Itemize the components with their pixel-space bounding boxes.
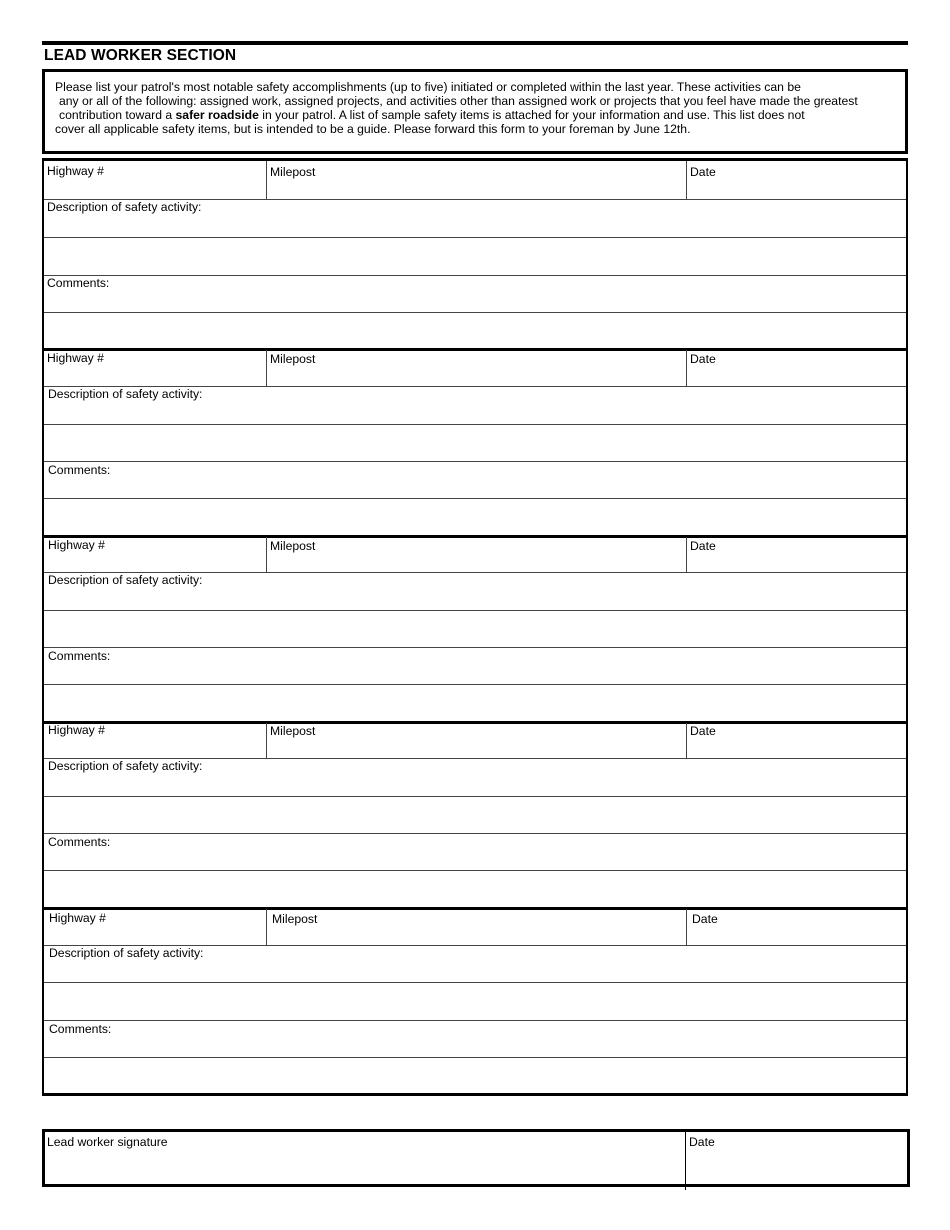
milepost-label: Milepost xyxy=(270,352,316,366)
highway-label: Highway # xyxy=(47,164,104,178)
date-label: Date xyxy=(690,352,716,366)
description-label: Description of safety activity: xyxy=(47,200,202,214)
divider xyxy=(686,909,687,945)
instructions-line-4: cover all applicable safety items, but is intended to be a guide. Please forward this form to your foreman by June 12th. xyxy=(55,122,691,136)
highway-label: Highway # xyxy=(48,538,105,552)
row-line xyxy=(44,461,906,462)
date-label: Date xyxy=(690,539,716,553)
row-line xyxy=(44,870,906,871)
row-line xyxy=(44,684,906,685)
description-label: Description of safety activity: xyxy=(48,759,203,773)
divider xyxy=(266,161,267,199)
activity-entry-2 xyxy=(44,350,906,537)
divider xyxy=(686,350,687,386)
comments-label: Comments: xyxy=(49,1022,112,1036)
activity-entry-5 xyxy=(44,909,906,1096)
signature-label: Lead worker signature xyxy=(47,1135,168,1149)
description-label: Description of safety activity: xyxy=(48,387,203,401)
instructions-line-3-text: contribution toward a xyxy=(59,108,176,122)
highway-label: Highway # xyxy=(48,723,105,737)
comments-label: Comments: xyxy=(48,463,111,477)
divider xyxy=(266,537,267,572)
divider xyxy=(685,1132,686,1190)
row-line xyxy=(44,237,906,238)
divider xyxy=(686,161,687,199)
row-line xyxy=(44,312,906,313)
section-title: LEAD WORKER SECTION xyxy=(44,47,237,64)
instructions-line-1: Please list your patrol's most notable safety accomplishments (up to five) initiated or completed within the last year. These activities can be xyxy=(55,80,801,94)
milepost-label: Milepost xyxy=(270,539,316,553)
row-line xyxy=(44,1020,906,1021)
row-line xyxy=(44,647,906,648)
highway-label: Highway # xyxy=(47,351,104,365)
activity-entry-4 xyxy=(44,723,906,910)
safety-activities-form xyxy=(42,158,908,1096)
milepost-label: Milepost xyxy=(270,165,316,179)
top-rule xyxy=(42,41,908,45)
row-line xyxy=(44,498,906,499)
activity-entry-3 xyxy=(44,537,906,724)
milepost-label: Milepost xyxy=(270,724,316,738)
instructions-box xyxy=(42,69,908,154)
signature-box xyxy=(42,1129,910,1187)
row-line xyxy=(44,1057,906,1058)
comments-label: Comments: xyxy=(48,649,111,663)
instructions-line-3-text-end: in your patrol. A list of sample safety items is attached for your information and use. This list does not xyxy=(258,108,805,122)
divider xyxy=(686,537,687,572)
row-line xyxy=(44,833,906,834)
comments-label: Comments: xyxy=(48,835,111,849)
divider xyxy=(266,909,267,945)
divider xyxy=(266,723,267,758)
highway-label: Highway # xyxy=(49,911,106,925)
row-line xyxy=(44,796,906,797)
divider xyxy=(686,723,687,758)
description-label: Description of safety activity: xyxy=(48,573,203,587)
description-label: Description of safety activity: xyxy=(49,946,204,960)
instructions-emphasis: safer roadside xyxy=(175,108,259,122)
date-label: Date xyxy=(690,724,716,738)
row-line xyxy=(44,982,906,983)
instructions-line-2: any or all of the following: assigned work, assigned projects, and activities other than assigned work or projects that you feel have made the greatest xyxy=(59,94,858,108)
date-label: Date xyxy=(690,165,716,179)
date-label: Date xyxy=(692,912,718,926)
comments-label: Comments: xyxy=(47,276,110,290)
row-line xyxy=(44,275,906,276)
divider xyxy=(266,350,267,386)
activity-entry-1 xyxy=(44,161,906,348)
row-line xyxy=(44,424,906,425)
instructions-line-3 xyxy=(59,108,805,122)
row-line xyxy=(44,610,906,611)
signature-date-label: Date xyxy=(689,1135,715,1149)
milepost-label: Milepost xyxy=(272,912,318,926)
